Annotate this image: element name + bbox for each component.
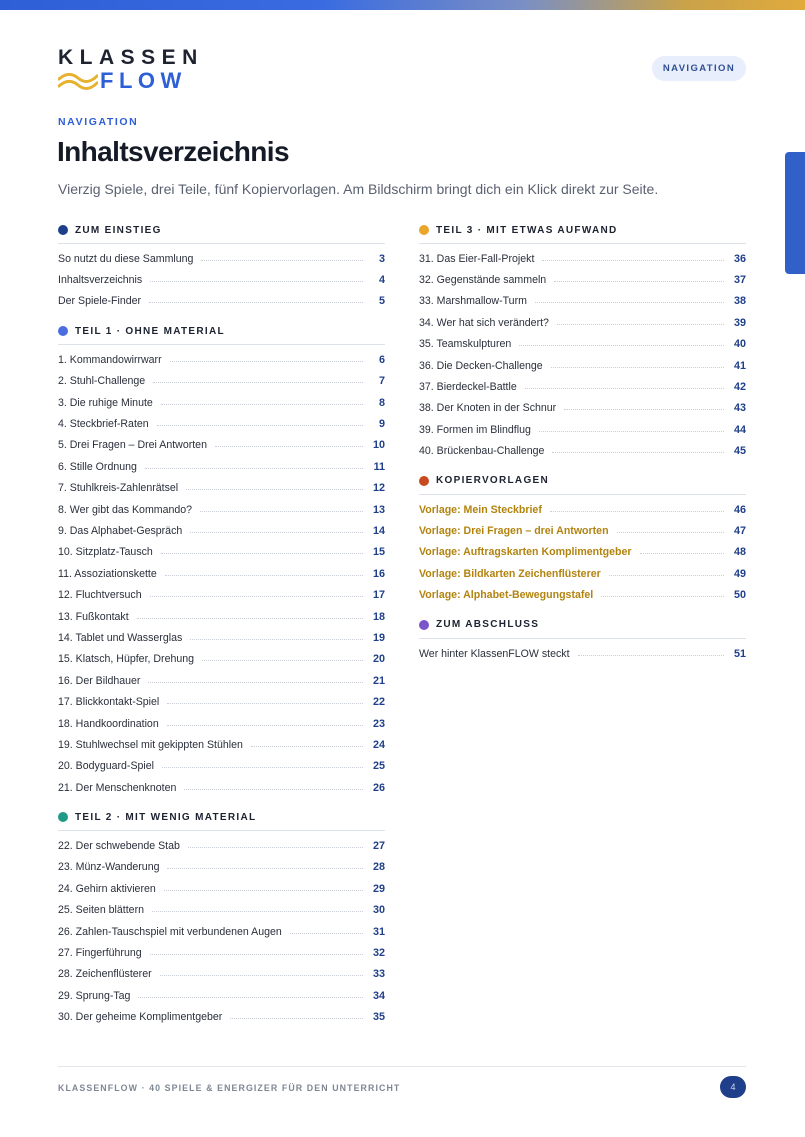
section-kicker: NAVIGATION (58, 116, 139, 128)
toc-entry-page: 32 (372, 947, 385, 960)
dotted-leader (539, 431, 724, 432)
section-label: ZUM ABSCHLUSS (436, 619, 540, 631)
toc-entry-link[interactable] (58, 520, 385, 541)
dotted-leader (552, 452, 724, 453)
toc-entry-page: 28 (372, 861, 385, 874)
toc-entry-page: 44 (733, 423, 746, 436)
toc-entry-link[interactable] (58, 584, 385, 605)
toc-entry-title: 28. Zeichenflüsterer (58, 968, 152, 981)
dotted-leader (542, 260, 724, 261)
toc-entry-link[interactable] (58, 269, 385, 290)
toc-entry-page: 39 (733, 316, 746, 329)
toc-entry-link[interactable] (419, 643, 746, 664)
toc-section-header (58, 810, 385, 831)
toc-entry-page: 14 (372, 524, 385, 537)
top-gradient-bar (0, 0, 805, 10)
dotted-leader (535, 302, 724, 303)
toc-entry-title: 1. Kommandowirrwarr (58, 353, 162, 366)
toc-entry-page: 4 (378, 274, 385, 287)
dotted-leader (153, 382, 363, 383)
dotted-leader (150, 954, 363, 955)
toc-entry-link[interactable] (419, 376, 746, 397)
dotted-leader (161, 553, 363, 554)
toc-entry-title: 2. Stuhl-Challenge (58, 375, 146, 388)
toc-entry-link[interactable] (419, 248, 746, 269)
dotted-leader (550, 511, 724, 512)
section-dot-icon (419, 225, 429, 235)
toc-entry-link[interactable] (419, 355, 746, 376)
dotted-leader (601, 596, 724, 597)
toc-section-header (419, 618, 746, 639)
toc-entry-page: 27 (372, 840, 385, 853)
toc-entry-link[interactable] (58, 248, 385, 269)
toc-entry-title: 19. Stuhlwechsel mit gekippten Stühlen (58, 738, 243, 751)
toc-entry-title: 23. Münz-Wanderung (58, 861, 160, 874)
dotted-leader (138, 997, 363, 998)
dotted-leader (162, 767, 363, 768)
dotted-leader (215, 446, 363, 447)
toc-entry-page: 19 (372, 631, 385, 644)
dotted-leader (160, 975, 363, 976)
toc-entry-page: 23 (372, 717, 385, 730)
section-label: ZUM EINSTIEG (75, 224, 162, 236)
dotted-leader (167, 725, 363, 726)
dotted-leader (202, 660, 363, 661)
toc-entry-title: 37. Bierdeckel-Battle (419, 381, 517, 394)
toc-entry-title: Vorlage: Mein Steckbrief (419, 503, 542, 516)
toc-entry-page: 34 (372, 989, 385, 1002)
toc-entry-title: 17. Blickkontakt-Spiel (58, 696, 160, 709)
toc-entry-link[interactable] (419, 584, 746, 605)
dotted-leader (640, 553, 724, 554)
toc-entry-page: 45 (733, 445, 746, 458)
logo-bottom-row (58, 70, 204, 92)
toc-entry-page: 37 (733, 274, 746, 287)
logo-wordmark-bottom: FLOW (100, 68, 187, 93)
toc-entry-page: 49 (733, 567, 746, 580)
toc-entry-page: 29 (372, 882, 385, 895)
dotted-leader (564, 409, 724, 410)
toc-entry-link[interactable] (419, 312, 746, 333)
dotted-leader (165, 575, 363, 576)
toc-entry-page: 18 (372, 610, 385, 623)
toc-entry-link[interactable] (58, 478, 385, 499)
dotted-leader (164, 890, 363, 891)
toc-entry-title: 33. Marshmallow-Turm (419, 295, 527, 308)
toc-entry-link[interactable] (58, 900, 385, 921)
toc-entry-link[interactable] (58, 942, 385, 963)
toc-entry-title: 29. Sprung-Tag (58, 989, 131, 1002)
toc-entry-page: 50 (733, 589, 746, 602)
toc-entry-link[interactable] (419, 419, 746, 440)
dotted-leader (525, 388, 724, 389)
toc-entry-title: 5. Drei Fragen – Drei Antworten (58, 439, 207, 452)
toc-entry-link[interactable] (419, 398, 746, 419)
toc-entry-title: 20. Bodyguard-Spiel (58, 760, 154, 773)
dotted-leader (230, 1018, 363, 1019)
toc-entry-link[interactable] (58, 964, 385, 985)
dotted-leader (149, 302, 363, 303)
toc-entry-link[interactable] (58, 456, 385, 477)
toc-entry-page: 11 (373, 460, 385, 473)
toc-entry-link[interactable] (58, 649, 385, 670)
dotted-leader (190, 532, 363, 533)
dotted-leader (148, 682, 363, 683)
toc-entry-link[interactable] (58, 392, 385, 413)
dotted-leader (150, 596, 363, 597)
dotted-leader (617, 532, 724, 533)
toc-entry-title: 24. Gehirn aktivieren (58, 882, 156, 895)
toc-entry-title: 26. Zahlen-Tauschspiel mit verbundenen Augen (58, 925, 282, 938)
toc-entry-link[interactable] (58, 606, 385, 627)
dotted-leader (200, 511, 363, 512)
dotted-leader (609, 575, 724, 576)
logo-waves-icon (58, 70, 98, 92)
dotted-leader (137, 618, 363, 619)
footer-divider (58, 1066, 746, 1067)
toc-entry-link[interactable] (58, 985, 385, 1006)
toc-entry-title: 34. Wer hat sich verändert? (419, 316, 549, 329)
toc-entry-link[interactable] (58, 435, 385, 456)
toc-entry-link[interactable] (58, 371, 385, 392)
toc-entry-page: 47 (733, 524, 746, 537)
dotted-leader (145, 468, 363, 469)
toc-entry-title: 14. Tablet und Wasserglas (58, 631, 183, 644)
toc-entry-page: 3 (378, 252, 385, 265)
toc-entry-title: 8. Wer gibt das Kommando? (58, 503, 193, 516)
toc-entry-page: 26 (372, 781, 385, 794)
toc-entry-title: 27. Fingerführung (58, 947, 142, 960)
toc-entry-link[interactable] (58, 627, 385, 648)
toc-entry-title: Vorlage: Bildkarten Zeichenflüsterer (419, 567, 601, 580)
toc-entry-title: 40. Brückenbau-Challenge (419, 445, 545, 458)
toc-entry-link[interactable] (419, 269, 746, 290)
dotted-leader (186, 489, 363, 490)
toc-entry-title: 18. Handkoordination (58, 717, 159, 730)
section-dot-icon (58, 225, 68, 235)
toc-entry-title: 25. Seiten blättern (58, 904, 144, 917)
toc-entry-page: 30 (372, 904, 385, 917)
toc-entry-link[interactable] (58, 499, 385, 520)
toc-entry-page: 35 (372, 1011, 385, 1024)
toc-entry-link[interactable] (419, 334, 746, 355)
toc-entry-title: 39. Formen im Blindflug (419, 423, 531, 436)
toc-entry-title: 36. Die Decken-Challenge (419, 359, 543, 372)
toc-entry-title: Vorlage: Alphabet-Bewegungstafel (419, 589, 594, 602)
toc-entry-title: 30. Der geheime Komplimentgeber (58, 1011, 223, 1024)
toc-entry-page: 46 (733, 503, 746, 516)
section-dot-icon (419, 476, 429, 486)
toc-entry-page: 9 (378, 418, 385, 431)
toc-entry-title: 21. Der Menschenknoten (58, 781, 177, 794)
toc-entry-page: 36 (733, 252, 746, 265)
toc-entry-page: 51 (733, 647, 746, 660)
side-bookmark-tab[interactable] (785, 152, 805, 274)
toc-entry-page: 13 (372, 503, 385, 516)
toc-entry-title: 32. Gegenstände sammeln (419, 274, 547, 287)
toc-entry-link[interactable] (419, 291, 746, 312)
section-dot-icon (58, 326, 68, 336)
dotted-leader (150, 281, 363, 282)
dotted-leader (519, 345, 724, 346)
page-number-badge: 4 (720, 1076, 746, 1098)
toc-entry-page: 20 (372, 653, 385, 666)
toc-entry-title: 6. Stille Ordnung (58, 460, 137, 473)
toc-entry-page: 12 (372, 482, 385, 495)
section-dot-icon (419, 620, 429, 630)
toc-entry-link[interactable] (419, 441, 746, 462)
dotted-leader (201, 260, 363, 261)
toc-entry-title: Wer hinter KlassenFLOW steckt (419, 647, 570, 660)
page-subtitle: Vierzig Spiele, drei Teile, fünf Kopiervorlagen. Am Bildschirm bringt dich ein Klick direkt zur Seite. (58, 181, 659, 197)
klassenflow-logo (58, 47, 204, 92)
toc-entry-page: 42 (733, 381, 746, 394)
toc-entry-page: 38 (733, 295, 746, 308)
section-label: TEIL 3 · MIT ETWAS AUFWAND (436, 224, 618, 236)
logo-wordmark-top: KLASSEN (58, 46, 204, 69)
toc-entry-title: So nutzt du diese Sammlung (58, 252, 194, 265)
toc-entry-page: 8 (378, 396, 385, 409)
dotted-leader (170, 361, 363, 362)
toc-entry-title: 12. Fluchtversuch (58, 589, 142, 602)
toc-right-column (419, 223, 746, 664)
toc-section-header (419, 474, 746, 495)
toc-entry-link[interactable] (58, 756, 385, 777)
toc-entry-title: Der Spiele-Finder (58, 295, 142, 308)
toc-entry-link[interactable] (58, 1007, 385, 1028)
toc-entry-page: 17 (372, 589, 385, 602)
toc-entry-link[interactable] (58, 291, 385, 312)
toc-entry-link[interactable] (58, 734, 385, 755)
toc-entry-page: 24 (372, 738, 385, 751)
toc-entry-link[interactable] (58, 835, 385, 856)
footer-text: KLASSENFLOW · 40 SPIELE & ENERGIZER FÜR DEN UNTERRICHT (58, 1083, 401, 1093)
toc-entry-title: 22. Der schwebende Stab (58, 840, 180, 853)
toc-entry-title: 31. Das Eier-Fall-Projekt (419, 252, 535, 265)
toc-entry-page: 7 (378, 375, 385, 388)
toc-entry-link[interactable] (419, 542, 746, 563)
toc-entry-title: Inhaltsverzeichnis (58, 274, 143, 287)
dotted-leader (557, 324, 724, 325)
toc-entry-link[interactable] (58, 413, 385, 434)
toc-entry-page: 41 (733, 359, 746, 372)
dotted-leader (167, 703, 363, 704)
toc-entry-page: 22 (372, 696, 385, 709)
toc-entry-page: 48 (733, 546, 746, 559)
toc-entry-page: 33 (372, 968, 385, 981)
section-label: TEIL 1 · OHNE MATERIAL (75, 325, 225, 337)
dotted-leader (578, 655, 724, 656)
section-label: TEIL 2 · MIT WENIG MATERIAL (75, 811, 257, 823)
navigation-badge[interactable]: NAVIGATION (652, 56, 746, 81)
toc-entry-link[interactable] (58, 777, 385, 798)
dotted-leader (152, 911, 363, 912)
toc-entry-title: Vorlage: Drei Fragen – drei Antworten (419, 524, 609, 537)
toc-entry-page: 40 (733, 338, 746, 351)
dotted-leader (190, 639, 363, 640)
toc-entry-link[interactable] (419, 563, 746, 584)
toc-entry-title: 13. Fußkontakt (58, 610, 129, 623)
dotted-leader (554, 281, 724, 282)
toc-entry-link[interactable] (58, 857, 385, 878)
toc-entry-link[interactable] (58, 542, 385, 563)
section-dot-icon (58, 812, 68, 822)
toc-entry-title: 4. Steckbrief-Raten (58, 418, 149, 431)
dotted-leader (184, 789, 363, 790)
toc-entry-title: 35. Teamskulpturen (419, 338, 512, 351)
toc-entry-link[interactable] (58, 713, 385, 734)
dotted-leader (551, 367, 724, 368)
toc-entry-title: Vorlage: Auftragskarten Komplimentgeber (419, 546, 632, 559)
toc-entry-link[interactable] (419, 520, 746, 541)
toc-entry-link[interactable] (58, 921, 385, 942)
toc-entry-page: 10 (372, 439, 385, 452)
toc-entry-title: 15. Klatsch, Hüpfer, Drehung (58, 653, 195, 666)
toc-entry-link[interactable] (419, 499, 746, 520)
section-label: KOPIERVORLAGEN (436, 475, 550, 487)
toc-entry-title: 7. Stuhlkreis-Zahlenrätsel (58, 482, 179, 495)
toc-entry-link[interactable] (58, 670, 385, 691)
dotted-leader (157, 425, 363, 426)
toc-section-header (58, 223, 385, 244)
toc-entry-title: 3. Die ruhige Minute (58, 396, 153, 409)
toc-entry-title: 16. Der Bildhauer (58, 674, 141, 687)
toc-entry-link[interactable] (58, 878, 385, 899)
toc-entry-page: 6 (378, 353, 385, 366)
toc-entry-link[interactable] (58, 563, 385, 584)
toc-left-column (58, 223, 385, 1028)
toc-entry-title: 38. Der Knoten in der Schnur (419, 402, 557, 415)
toc-entry-page: 21 (372, 674, 385, 687)
dotted-leader (167, 868, 363, 869)
toc-entry-page: 15 (372, 546, 385, 559)
toc-entry-page: 43 (733, 402, 746, 415)
page-title: Inhaltsverzeichnis (57, 136, 289, 167)
toc-entry-link[interactable] (58, 691, 385, 712)
toc-entry-title: 11. Assoziationskette (58, 567, 157, 580)
toc-entry-page: 25 (372, 760, 385, 773)
dotted-leader (290, 933, 363, 934)
toc-entry-page: 16 (372, 567, 385, 580)
toc-section-header (419, 223, 746, 244)
toc-entry-page: 31 (372, 925, 385, 938)
toc-entry-title: 9. Das Alphabet-Gespräch (58, 524, 183, 537)
toc-entry-link[interactable] (58, 349, 385, 370)
dotted-leader (188, 847, 363, 848)
toc-section-header (58, 324, 385, 345)
toc-entry-title: 10. Sitzplatz-Tausch (58, 546, 153, 559)
dotted-leader (251, 746, 363, 747)
toc-entry-page: 5 (378, 295, 385, 308)
dotted-leader (161, 404, 363, 405)
